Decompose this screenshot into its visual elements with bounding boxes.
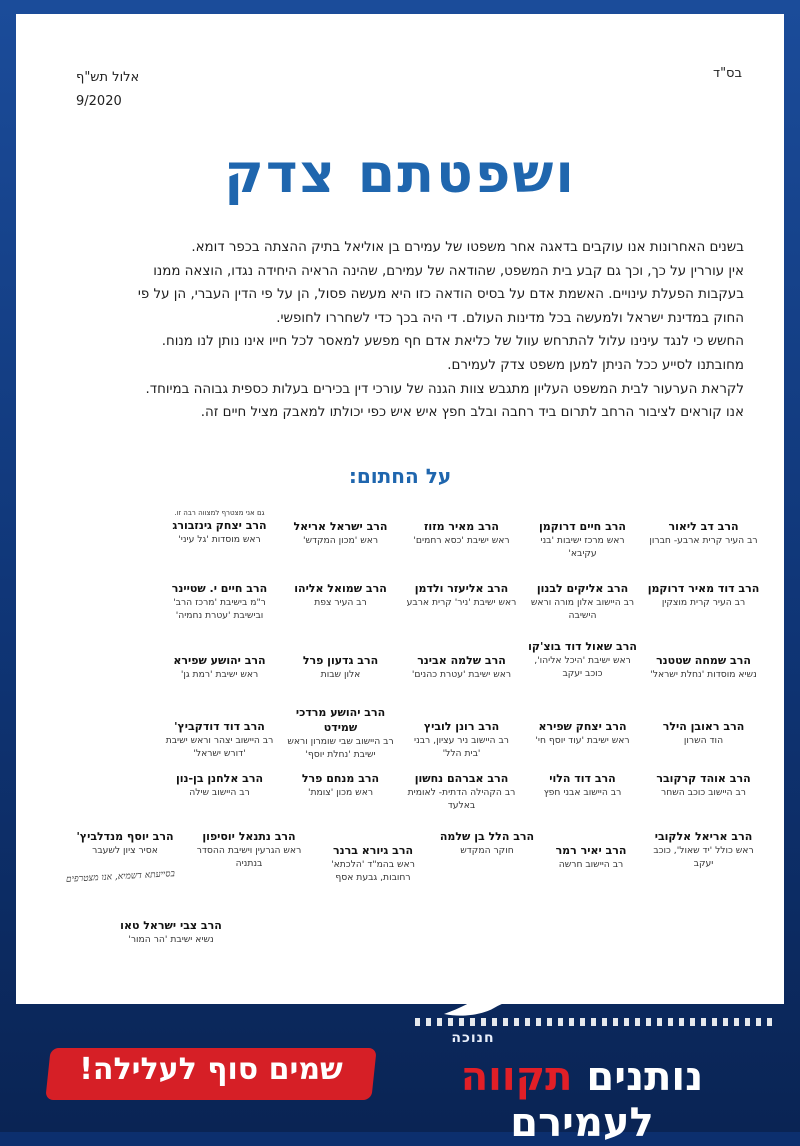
signatory — [159, 581, 280, 639]
signatory-title: רב היישוב אבני חפץ — [543, 787, 622, 798]
signatory-title: רב היישוב שבי שומרון וראש ישיבת 'נחלת יוסף' — [287, 736, 394, 760]
signatory-title: רב העיר קרית מוצקין — [661, 597, 746, 608]
signatory-title: רב היישוב אלון מורה וראש הישיבה — [530, 597, 635, 621]
signatory — [522, 519, 643, 581]
signatory-name: הרב יאיר רמר — [555, 844, 627, 857]
signatory-title: רב היישוב ניר עציון, רבני 'בית הלל' — [414, 735, 509, 759]
signatory — [63, 829, 187, 899]
signatory-name: הרב צבי ישראל טאו — [120, 919, 222, 932]
signatory — [643, 639, 764, 705]
signatory-name: הרב נתנאל יוסיפון — [202, 830, 296, 843]
signatory-name: הרב יהושע שפירא — [173, 654, 266, 667]
signatory-title: רב הקהילה הדתית- לאומית באלעד — [407, 787, 516, 811]
signatory-name: הרב יהושע מרדכי שמידט — [295, 706, 386, 734]
signatories-grid — [38, 509, 764, 899]
body-line: בעקבות הפעלת עינויים. האשמת אדם על בסיס הודאה כזו היא מעשה פסול, הן על פי הדין העברי, הן על פי — [137, 287, 744, 303]
signatory — [280, 581, 401, 639]
signatory — [643, 771, 764, 829]
signatory-title: ראש הגרעין וישיבת ההסדר בנתניה — [196, 845, 302, 869]
signatory-name: הרב יצחק שפירא — [538, 720, 627, 733]
signatory-title: ראש ישיבת 'היכל אליהו', כוכב יעקב — [534, 655, 631, 679]
signatory — [401, 771, 522, 829]
signatory-title: ראש ישיבת 'רמת גן' — [180, 669, 259, 680]
signatory-row — [38, 581, 764, 639]
signatory — [401, 705, 522, 771]
body-line: בשנים האחרונות אנו עוקבים בדאגה אחר משפטו של עמירם בן אוליאל בתיק ההצתה בכפר דומא. — [191, 240, 744, 255]
slogan-text: שמים סוף לעלילה! — [79, 1052, 343, 1087]
signatory — [643, 705, 764, 771]
signatory-name: הרב חיים י. שטיינר — [171, 582, 268, 595]
signatory — [522, 581, 643, 639]
page-title: ושפטתם צדק — [224, 142, 576, 205]
signatory-name: הרב הלל בן שלמה — [439, 830, 535, 843]
signatory-title: אסיר ציון לשעבר — [92, 845, 158, 856]
signatory — [280, 705, 401, 771]
date-block — [76, 66, 139, 114]
signatory-row — [38, 509, 764, 581]
signatory — [401, 639, 522, 705]
signatory — [435, 829, 539, 899]
body-line: החוק במדינת ישראל ולמעשה בכל מדינות העולם. די היה בכך כדי לשחררו לחופשי. — [276, 310, 744, 326]
handwritten-addition: גם אני מצטרף למצווה רבה זו. — [174, 509, 265, 517]
body-line: מחובתנו לסייע ככל הניתן למען משפט צדק לעמירם. — [447, 357, 744, 373]
signatories-heading: על החתום: — [348, 464, 452, 488]
signatory-name: הרב מאיר מזוז — [424, 520, 499, 533]
signatory — [643, 581, 764, 639]
signatory — [280, 639, 401, 705]
signatory-title: ראש 'מכון המקדש' — [302, 535, 379, 546]
signatory — [311, 829, 435, 899]
signatory — [159, 509, 280, 581]
signatory-title: ראש ישיבת 'עוד יוסף חי' — [535, 735, 630, 746]
signatory — [522, 771, 643, 829]
signatory-title: רב היישוב יצהר וראש ישיבת 'דורש ישראל' — [165, 735, 274, 759]
signatory-title: ראש ישיבת 'כסא רחמים' — [413, 535, 510, 546]
campaign-slogan-main — [392, 1054, 772, 1146]
signatory-name: הרב אליעזר ולדמן — [414, 582, 509, 595]
body-line: אנו קוראים לציבור הרחב לתרום ביד רחבה ובלב חפץ איש איש כפי יכולתו למאבק מציל חיים זה. — [200, 405, 744, 421]
signatory-name: הרב שלמה אבינר — [417, 654, 506, 667]
signatory-name: הרב שמחה שטטנר — [656, 654, 751, 667]
signatory — [159, 771, 280, 829]
signatory-name: הרב גיורא ברנר — [332, 844, 414, 857]
signatory-name: הרב אריאל אלקובי — [654, 830, 753, 843]
hebrew-date: אלול תש"ף — [76, 70, 140, 85]
signatory-title: נשיא ישיבת 'הר המור' — [128, 934, 214, 945]
body-line: אין עוררין על כך, וכך גם קבע בית המשפט, שהודאה של עמירם, שהינה הראיה היחידה נגדו, הוצאה ממנו — [153, 263, 744, 279]
signatory — [539, 829, 643, 899]
brand-accent-word: תקווה — [460, 1054, 573, 1100]
signatory-title: רב היישוב חרשה — [558, 859, 624, 870]
letter-page — [16, 14, 784, 1004]
signatory-title: ראש מכון 'צומת' — [307, 787, 374, 798]
signatory-name: הרב שמואל אליהו — [294, 582, 387, 595]
signatory-name: הרב רונן לוביץ — [423, 720, 500, 733]
signatory — [522, 639, 643, 705]
signatory-row — [38, 829, 764, 899]
body-line: החשש כי לנגד עינינו עלול להתרחש עוול של כליאת אדם חף מפשע למאסר לכל חייו אינו נותן לנו מנוח. — [161, 334, 744, 350]
signatory-title: ראש מרכז ישיבות 'בני עקיבא' — [540, 535, 625, 559]
bsd-mark: בס"ד — [712, 66, 742, 81]
signatory — [159, 639, 280, 705]
body-line: לקראת הערעור לבית המשפט העליון מתגבש צוות הגנה של עורכי דין בכירים בעלות כספית גבוהה במיוחד. — [145, 381, 744, 397]
signatory-title: נשיא מוסדות 'נחלת ישראל' — [650, 669, 757, 680]
signatory-row — [38, 705, 764, 771]
signatory — [187, 829, 311, 899]
gregorian-date: 9/2020 — [76, 94, 122, 109]
brand-word: נותנים — [572, 1054, 704, 1100]
signatory-title: רב היישוב שילה — [189, 787, 250, 798]
dove-icon — [440, 974, 530, 1024]
signatory — [643, 829, 764, 899]
signatory-name: הרב דוד הלוי — [549, 772, 616, 785]
menorah-decoration — [415, 1018, 775, 1026]
signatory-title: חוקר המקדש — [460, 845, 514, 856]
signatory-row — [38, 771, 764, 829]
signatory-title: אלון שבות — [320, 669, 361, 680]
signatory-title: ראש כולל 'יד שאול', כוכב יעקב — [653, 845, 754, 869]
signatory — [280, 519, 401, 581]
signatory-title: רב העיר צפת — [314, 597, 367, 608]
signatory — [159, 705, 280, 771]
signatory-name: הרב ישראל אריאל — [293, 520, 388, 533]
signatory-name: הרב גדעון פרל — [302, 654, 379, 667]
brand-word: לעמירם — [510, 1100, 654, 1146]
signatory-name: הרב שאול דוד בוצ'קו — [528, 640, 637, 653]
signatory-row — [38, 639, 764, 705]
signatory-name: הרב אליקים לבנון — [536, 582, 629, 595]
signatory-title: ראש ישיבת 'ניר' קרית ארבע — [406, 597, 517, 608]
signatory — [401, 581, 522, 639]
signatory — [280, 771, 401, 829]
handwritten-note: בסייעתא דשמיא, אנו מצטרפים — [65, 869, 176, 885]
letter-body — [56, 236, 744, 425]
signatory — [522, 705, 643, 771]
signatory-name: הרב דוד דודקביץ' — [174, 720, 265, 733]
signatory-name: הרב אברהם נחשון — [414, 772, 509, 785]
signatory-title: רב היישוב כוכב השחר — [661, 787, 746, 798]
signatory-name: הרב אוהד קרקובר — [656, 772, 751, 785]
signatory-name: הרב חיים דרוקמן — [539, 520, 626, 533]
signatory-title: ראש ישיבת 'עטרת כהנים' — [411, 669, 512, 680]
brand-small-text: חנוכה — [451, 1030, 495, 1046]
signatory-title: ראש מוסדות 'גל עיני' — [178, 534, 261, 545]
signatory-name: הרב יצחק גינזבורג — [172, 519, 267, 532]
signatory-name: הרב אלחנן בן-נון — [175, 772, 264, 785]
signatory-name: הרב דוד מאיר דרוקמן — [647, 582, 760, 595]
signatory — [643, 519, 764, 581]
signatory-title: ראש בהמ"ד 'הלכתא' רחובות, גבעת אסף — [331, 859, 415, 883]
signatory-name: הרב דב ליאור — [668, 520, 739, 533]
signatory-name: הרב יוסף מנדלביץ' — [76, 830, 174, 843]
signatory-title: הוד השרון — [683, 735, 724, 746]
signatory-name: הרב מנחם פרל — [301, 772, 380, 785]
signatory-title: רב העיר קרית ארבע- חברון — [649, 535, 758, 546]
signatory-title: ר"מ בישיבת 'מרכז הרב' ובישיבת 'עטרת נחמיה' — [173, 597, 266, 621]
signatory — [401, 519, 522, 581]
signatory-name: הרב ראובן הילר — [662, 720, 745, 733]
signatory — [96, 918, 246, 946]
